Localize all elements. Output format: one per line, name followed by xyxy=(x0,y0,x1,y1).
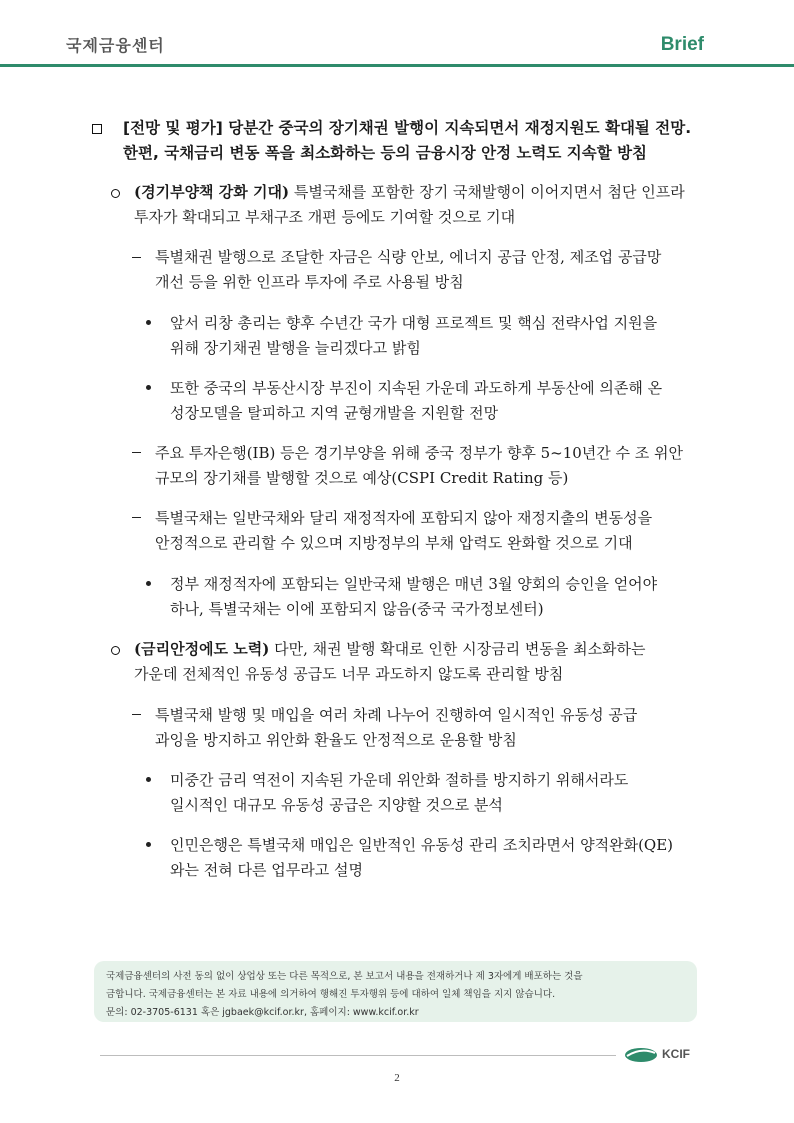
subitem-text-line: 와는 전혀 다른 업무라고 설명 xyxy=(170,861,363,879)
disclaimer-line: 국제금융센터의 사전 동의 없이 상업상 또는 다른 목적으로, 본 보고서 내용을 전재하거나 제 3자에게 배포하는 것을 xyxy=(106,971,583,982)
dot-bullet-icon xyxy=(146,842,151,847)
item-text-line: 과잉을 방지하고 위안화 환율도 안정적으로 운용할 방침 xyxy=(155,731,517,749)
square-bullet-icon xyxy=(92,124,102,134)
section-title: (경기부양책 강화 기대) xyxy=(134,183,290,201)
dot-bullet-icon xyxy=(146,385,151,390)
dot-bullet-icon xyxy=(146,581,151,586)
subitem-text-line: 또한 중국의 부동산시장 부진이 지속된 가운데 과도하게 부동산에 의존해 온 xyxy=(170,379,663,397)
section-text: 다만, 채권 발행 확대로 인한 시장금리 변동을 최소화하는 xyxy=(269,640,646,658)
circle-bullet-icon xyxy=(111,189,120,198)
heading-line-2: 한편, 국채금리 변동 폭을 최소화하는 등의 금융시장 안정 노력도 지속할 방침 xyxy=(123,144,648,162)
disclaimer-box xyxy=(94,961,697,1022)
subitem-text-line: 위해 장기채권 발행을 늘리겠다고 밝힘 xyxy=(170,339,421,357)
item-text-line: 주요 투자은행(IB) 등은 경기부양을 위해 중국 정부가 향후 5~10년간 수 조 위안 xyxy=(155,444,684,462)
doc-type-label: Brief xyxy=(660,34,704,55)
subitem-text-line: 성장모델을 탈피하고 지역 균형개발을 지원할 전망 xyxy=(170,404,499,422)
dash-bullet-icon xyxy=(132,517,141,518)
subitem-text-line: 하나, 특별국채는 이에 포함되지 않음(중국 국가정보센터) xyxy=(170,600,544,618)
subitem-text-line: 정부 재정적자에 포함되는 일반국채 발행은 매년 3월 양회의 승인을 얻어야 xyxy=(170,575,658,593)
footer-divider xyxy=(100,1055,616,1056)
kcif-logo-text: KCIF xyxy=(662,1047,690,1061)
item-text-line: 규모의 장기채를 발행할 것으로 예상(CSPI Credit Rating 등) xyxy=(155,469,569,487)
item-text-line: 특별국채 발행 및 매입을 여러 차례 나누어 진행하여 일시적인 유동성 공급 xyxy=(155,706,638,724)
circle-bullet-icon xyxy=(111,646,120,655)
dash-bullet-icon xyxy=(132,714,141,715)
page-number: 2 xyxy=(394,1072,400,1084)
subitem-text-line: 앞서 리창 총리는 향후 수년간 국가 대형 프로젝트 및 핵심 전략사업 지원을 xyxy=(170,314,658,332)
header-divider xyxy=(0,64,794,67)
section-paragraph-line-1 xyxy=(134,182,685,202)
dash-bullet-icon xyxy=(132,257,141,258)
item-text-line: 특별국채는 일반국채와 달리 재정적자에 포함되지 않아 재정지출의 변동성을 xyxy=(155,509,653,527)
dot-bullet-icon xyxy=(146,320,151,325)
org-name: 국제금융센터 xyxy=(66,36,165,55)
dash-bullet-icon xyxy=(132,452,141,453)
section-paragraph-line-2: 가운데 전체적인 유동성 공급도 너무 과도하지 않도록 관리할 방침 xyxy=(134,665,564,683)
section-text: 특별국채를 포함한 장기 국채발행이 이어지면서 첨단 인프라 xyxy=(289,183,685,201)
heading-line-1: [전망 및 평가] 당분간 중국의 장기채권 발행이 지속되면서 재정지원도 확대될 전망. xyxy=(123,119,692,137)
item-text-line: 안정적으로 관리할 수 있으며 지방정부의 부채 압력도 완화할 것으로 기대 xyxy=(155,534,633,552)
dot-bullet-icon xyxy=(146,777,151,782)
subitem-text-line: 일시적인 대규모 유동성 공급은 지양할 것으로 분석 xyxy=(170,796,503,814)
disclaimer-line: 금합니다. 국제금융센터는 본 자료 내용에 의거하여 행해진 투자행위 등에 대하여 일체 책임을 지지 않습니다. xyxy=(106,989,556,1000)
section-paragraph-line-1 xyxy=(134,639,646,659)
disclaimer-contact-line: 문의: 02-3705-6131 혹은 jgbaek@kcif.or.kr, 홈페이지: www.kcif.or.kr xyxy=(106,1007,419,1018)
kcif-logo-icon xyxy=(624,1045,658,1063)
subitem-text-line: 미중간 금리 역전이 지속된 가운데 위안화 절하를 방지하기 위해서라도 xyxy=(170,771,629,789)
section-paragraph-line-2: 투자가 확대되고 부채구조 개편 등에도 기여할 것으로 기대 xyxy=(134,208,516,226)
item-text-line: 특별채권 발행으로 조달한 자금은 식량 안보, 에너지 공급 안정, 제조업 공급망 xyxy=(155,248,662,266)
section-title: (금리안정에도 노력) xyxy=(134,640,270,658)
subitem-text-line: 인민은행은 특별국채 매입은 일반적인 유동성 관리 조치라면서 양적완화(QE) xyxy=(170,836,674,854)
item-text-line: 개선 등을 위한 인프라 투자에 주로 사용될 방침 xyxy=(155,273,464,291)
